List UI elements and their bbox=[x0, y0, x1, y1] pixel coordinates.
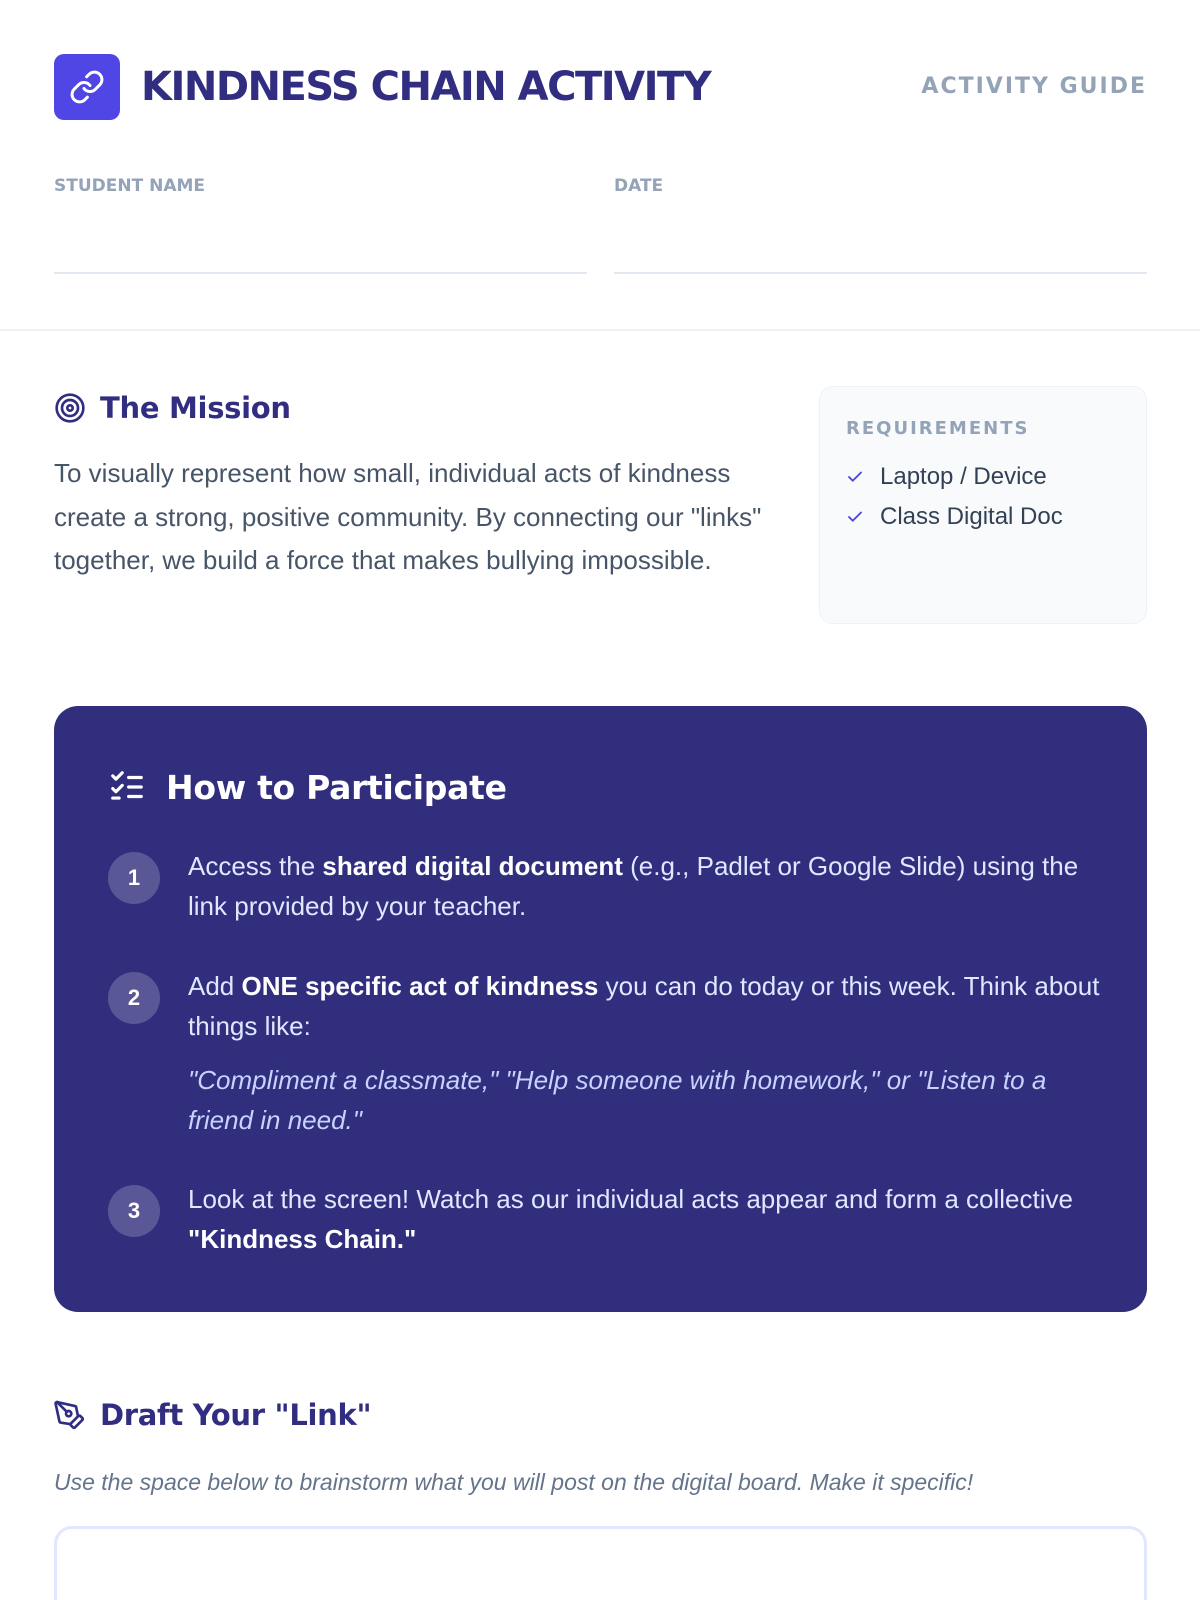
draft-textarea[interactable] bbox=[54, 1526, 1147, 1600]
draft-title: Draft Your "Link" bbox=[100, 1398, 372, 1432]
student-name-label: STUDENT NAME bbox=[54, 176, 206, 196]
requirements-list bbox=[846, 457, 1063, 537]
link-icon bbox=[69, 69, 105, 105]
requirements-card bbox=[819, 386, 1147, 624]
mission-title: The Mission bbox=[100, 391, 291, 425]
step-number: 3 bbox=[108, 1185, 160, 1237]
participate-panel bbox=[54, 706, 1147, 1312]
step-text: Access the shared digital document (e.g., Padlet or Google Slide) using the link provided by your teacher. bbox=[188, 851, 1079, 921]
page-title: KINDNESS CHAIN ACTIVITY bbox=[141, 64, 711, 110]
pen-tool-icon bbox=[54, 1399, 86, 1431]
mission-text: To visually represent how small, individual acts of kindness create a strong, positive community. By connecting our "links" together, we build a force that makes bullying impossible. bbox=[54, 458, 762, 575]
participate-title: How to Participate bbox=[166, 767, 507, 807]
requirement-item bbox=[846, 497, 1063, 537]
participate-heading bbox=[108, 762, 507, 812]
step-text: Add ONE specific act of kindness you can do today or this week. Think about things like: bbox=[188, 971, 1100, 1041]
step-example-quote: "Compliment a classmate," "Help someone with homework," or "Listen to a friend in need." bbox=[188, 1065, 1047, 1135]
date-field[interactable] bbox=[614, 272, 1147, 274]
step-number: 2 bbox=[108, 972, 160, 1024]
requirement-label: Class Digital Doc bbox=[880, 503, 1063, 530]
student-name-field[interactable] bbox=[54, 272, 587, 274]
logo-badge bbox=[54, 54, 120, 120]
page-header bbox=[54, 54, 1147, 120]
step-text: Look at the screen! Watch as our individual acts appear and form a collective "Kindness Chain." bbox=[188, 1184, 1073, 1254]
requirements-title: REQUIREMENTS bbox=[846, 418, 1030, 439]
requirement-label: Laptop / Device bbox=[880, 463, 1047, 490]
requirement-item bbox=[846, 457, 1063, 497]
activity-guide-label: ACTIVITY GUIDE bbox=[921, 74, 1147, 99]
step-number: 1 bbox=[108, 852, 160, 904]
target-icon bbox=[54, 392, 86, 424]
draft-heading bbox=[54, 1395, 371, 1435]
check-icon bbox=[846, 508, 880, 526]
header-divider bbox=[0, 329, 1200, 331]
draft-subtitle: Use the space below to brainstorm what you will post on the digital board. Make it specific! bbox=[54, 1469, 974, 1495]
mission-heading bbox=[54, 388, 291, 428]
date-label: DATE bbox=[614, 176, 664, 196]
checklist-icon bbox=[108, 768, 146, 806]
check-icon bbox=[846, 468, 880, 486]
